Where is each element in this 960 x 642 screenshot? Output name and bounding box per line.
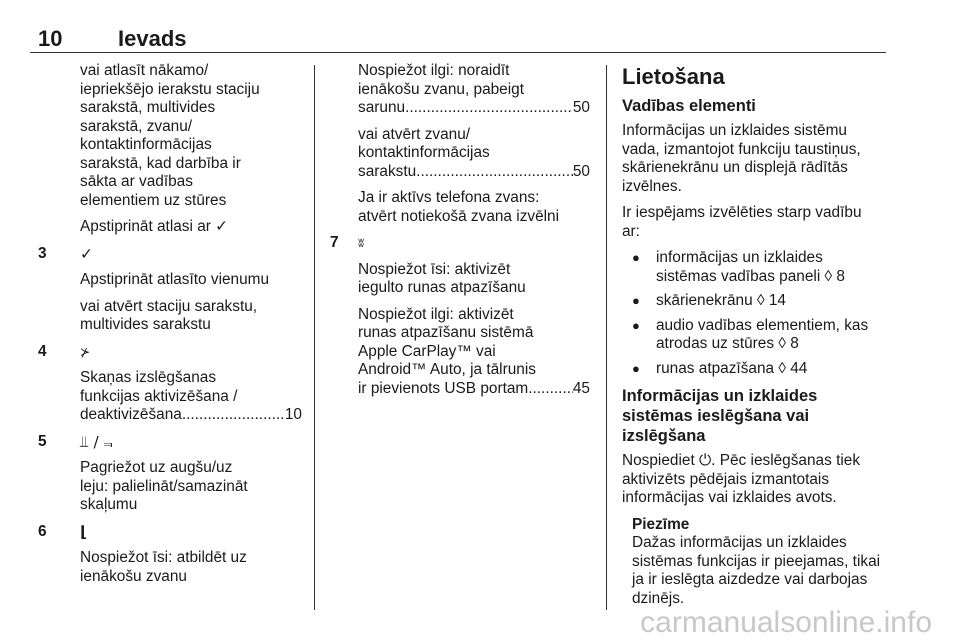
paragraph: Nospiežot īsi: aktivizēt iegulto runas atpazīšanu xyxy=(358,260,526,296)
paragraph: Ja ir aktīvs telefona zvans: atvērt notiekošā zvana izvēlni xyxy=(358,189,560,225)
item-number: 4 xyxy=(38,342,47,360)
toc-entry xyxy=(358,99,590,118)
toc-entry xyxy=(358,380,590,399)
section-heading: Lietošana xyxy=(622,64,725,89)
note-box xyxy=(622,516,890,609)
column-1 xyxy=(38,62,302,594)
item-number: 5 xyxy=(38,432,47,450)
item-3 xyxy=(38,244,302,335)
page-number: 10 xyxy=(38,26,63,51)
paragraph: Informācijas un izklaides sistēmu vada, izmantojot funkciju taustiņus, skārienekrānu un displejā rādītās izvēlnes. xyxy=(622,122,861,195)
column-3 xyxy=(622,64,890,608)
watermark: carmanualsonline.info xyxy=(640,606,932,639)
column-divider-2 xyxy=(606,65,607,610)
list-item: ● informācijas un izklaides sistēmas vadības paneli ◊ 8 xyxy=(632,249,890,286)
list-item: ● audio vadības elementiem, kas atrodas uz stūres ◊ 8 xyxy=(632,317,890,354)
page-title: Ievads xyxy=(118,26,187,51)
item-number: 6 xyxy=(38,522,47,540)
item-number: 3 xyxy=(38,244,47,262)
paragraph: Pagriežot uz augšu/uz leju: palielināt/samazināt skaļumu xyxy=(80,459,248,513)
paragraph: Nospiežot ilgi: aktivizēt runas atpazīšanu sistēmā Apple CarPlay™ vai Android™ Auto, ja tālrunis xyxy=(358,305,536,378)
item-5 xyxy=(38,432,302,515)
item-number: 7 xyxy=(330,234,339,251)
item-7 xyxy=(330,234,590,398)
paragraph: vai atlasīt nākamo/ iepriekšējo ierakstu staciju sarakstā, multivides sarakstā, zvanu/ kontaktinformācijas sarakstā, kad darbība ir sākta ar vadības elementiem uz stūres xyxy=(80,62,260,209)
paragraph: Ir iespējams izvēlēties starp vadību ar: xyxy=(622,204,862,240)
list-item: ● skārienekrānu ◊ 14 xyxy=(632,292,890,311)
toc-text: ir pievienots USB portam xyxy=(358,379,529,397)
toc-text: sarunu xyxy=(358,99,406,116)
toc-text: sarakstu xyxy=(358,162,417,180)
column-2 xyxy=(330,62,590,406)
toc-leader xyxy=(528,380,573,399)
paragraph: Nospiežot īsi: atbildēt uz ienākošu zvanu xyxy=(80,549,247,585)
item-4 xyxy=(38,342,302,425)
paragraph: vai atvērt zvanu/ kontaktinformācijas xyxy=(358,125,490,161)
paragraph: Apstiprināt atlasi ar ✓ xyxy=(80,218,229,235)
mute-icon: ⊁ xyxy=(80,344,91,359)
voice-recognition-icon: ʬ xyxy=(358,236,365,250)
list-item: ● runas atpazīšana ◊ 44 xyxy=(632,360,890,379)
subsection-heading: Vadības elementi xyxy=(622,97,756,115)
paragraph: Nospiežot ilgi: noraidīt ienākošu zvanu, pabeigt xyxy=(358,62,524,98)
toc-page: 50 xyxy=(572,99,590,116)
paragraph: Skaņas izslēgšanas funkcijas aktivizēšana / xyxy=(80,369,238,405)
paragraph: Apstiprināt atlasīto vienumu xyxy=(80,271,270,288)
toc-entry xyxy=(80,406,302,425)
column-divider-1 xyxy=(314,65,315,610)
header-rule xyxy=(30,52,886,53)
toc-page: 10 xyxy=(284,406,302,423)
volume-icon: ⫫ / ⫬ xyxy=(80,432,113,451)
paragraph: Nospiediet ⏻. Pēc ieslēgšanas tiek aktivizēts pēdējais izmantotais informācijas vai izklaides avots. xyxy=(622,452,861,506)
bullet-list xyxy=(622,249,890,378)
toc-leader xyxy=(405,99,573,118)
toc-text: deaktivizēšana xyxy=(80,406,182,423)
checkmark-icon: ✓ xyxy=(80,244,93,263)
note-title: Piezīme xyxy=(632,515,690,533)
toc-page: 50 xyxy=(572,162,590,180)
toc-leader xyxy=(182,406,285,425)
toc-leader xyxy=(416,163,573,182)
subsection-heading: Informācijas un izklaides sistēmas ieslēgšana vai izslēgšana xyxy=(622,387,818,445)
item-6 xyxy=(38,522,302,587)
page-header xyxy=(30,26,886,52)
paragraph: vai atvērt staciju sarakstu, multivides sarakstu xyxy=(80,297,258,333)
toc-entry xyxy=(358,163,590,182)
phone-icon: ⌊ xyxy=(80,522,88,541)
toc-page: 45 xyxy=(572,379,590,397)
note-body: Dažas informācijas un izklaides sistēmas funkcijas ir pieejamas, tikai ja ir ieslēgta aizdedze vai darbojas dzinējs. xyxy=(632,534,881,607)
